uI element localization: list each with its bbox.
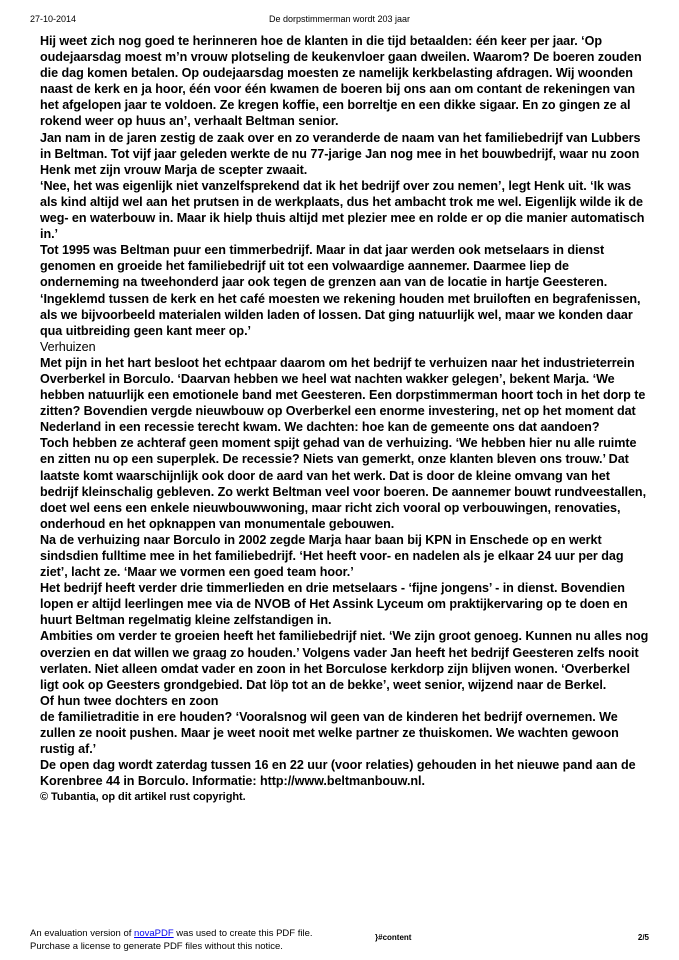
paragraph: ‘Nee, het was eigenlijk niet vanzelfsprekend dat ik het bedrijf over zou nemen’, legt Henk uit. ‘Ik was als kind altijd wel aan het prutsen in de werkplaats, dus het ambacht trok me wel. Eigenlijk wilde ik de weg- en waterbouw in. Maar ik hielp thuis altijd met plezier mee en rolde er op die manier automatisch in.’ (40, 178, 645, 242)
paragraph: Het bedrijf heeft verder drie timmerlieden en drie metselaars - ‘fijne jongens’ - in dienst. Bovendien lopen er altijd leerlingen mee via de NVOB of Het Assink Lyceum om praktijkervaring op te doen en huurt Beltman regelmatig kleine zelfstandigen in. (40, 581, 628, 628)
paragraph: de familietraditie in ere houden? ‘Vooralsnog wil geen van de kinderen het bedrijf overnemen. We zullen ze nooit pushen. Maar je weet nooit met welke partner ze thuiskomen. We wachten gewoon rustig af.’ (40, 709, 619, 757)
page-header (30, 14, 649, 26)
paragraph: Of hun twee dochters en zoon (40, 693, 219, 708)
novapdf-link[interactable]: novaPDF (134, 928, 174, 939)
paragraph: Tot 1995 was Beltman puur een timmerbedrijf. Maar in dat jaar werden ook metselaars in dienst genomen en groeide het familiebedrijf uit tot een volwaardige aannemer. Daarmee liep de onderneming na tweehonderd jaar ook tegen de grenzen aan van de locatie in hartje Geesteren. ‘Ingeklemd tussen de kerk en het café moesten we rekening houden met bruiloften en begrafenissen, als we bijvoorbeeld materialen wilden laden of lossen. Dat ging natuurlijk wel, maar we konden daar qua uitbreiding geen kant meer op.’ (40, 243, 641, 338)
notice-suffix: was used to create this PDF file. (173, 928, 313, 939)
header-title: De dorpstimmerman wordt 203 jaar (268, 14, 411, 24)
paragraph: De open dag wordt zaterdag tussen 16 en 22 uur (voor relaties) gehouden in het nieuwe pand aan de Korenbree 44 in Borculo. Informatie: http://www.beltmanbouw.nl. (40, 758, 636, 789)
content-marker: }#content (375, 933, 412, 942)
paragraph: Toch hebben ze achteraf geen moment spijt gehad van de verhuizing. ‘We hebben hier nu alle ruimte en zitten nu op een superplek. De recessie? Niets van gemerkt, onze klanten bleven ons trouw.’ Dat laatste komt waarschijnlijk ook door de aard van het werk. Dat is door de kleine omvang van het bedrijf kleinschalig gebleven. Zo werkt Beltman veel voor boeren. De aannemer bouwt rundveestallen, doet wel eens een enkele nieuwbouwwoning, maar richt zich vooral op verbouwingen, renovaties, onderhoud en het opknappen van monumentale gebouwen. (40, 436, 647, 531)
page-number: 2/5 (637, 933, 649, 942)
paragraph: Na de verhuizing naar Borculo in 2002 zegde Marja haar baan bij KPN in Enschede op en werkt sindsdien fulltime mee in het familiebedrijf. ‘Het heeft voor- en nadelen als je elkaar 24 uur per dag ziet’, lacht ze. ‘Maar we vormen een goed team hoor.’ (40, 532, 624, 580)
section-heading: Verhuizen (40, 339, 96, 354)
evaluation-notice (30, 927, 313, 953)
paragraph: Jan nam in de jaren zestig de zaak over en zo veranderde de naam van het familiebedrijf van Lubbers in Beltman. Tot vijf jaar geleden werkte de nu 77-jarige Jan nog mee in het bouwbedrijf, waar nu zoon Henk met zijn vrouw Marja de scepter zwaait. (40, 130, 641, 177)
header-date: 27-10-2014 (30, 14, 77, 24)
notice-prefix: An evaluation version of (30, 928, 135, 939)
paragraph: Met pijn in het hart besloot het echtpaar daarom om het bedrijf te verhuizen naar het industrieterrein Overberkel in Borculo. ‘Daarvan hebben we heel wat nachten wakker gelegen’, bekent Marja. ‘We hebben natuurlijk een emotionele band met Geesteren. Een dorpstimmerman hoort toch in het dorp te zitten? Bovendien vergde nieuwbouw op Overberkel een enorme investering, net op het moment dat Nederland in een recessie terecht kwam. We dachten: hoe kan de gemeente ons dat aandoen? (40, 355, 646, 435)
copyright-notice: © Tubantia, op dit artikel rust copyright. (40, 791, 246, 804)
article-body (40, 33, 650, 805)
paragraph: Ambities om verder te groeien heeft het familiebedrijf niet. ‘We zijn groot genoeg. Kunnen nu alles nog overzien en dat willen we graag zo houden.’ Volgens vader Jan heeft het bedrijf Geesteren zelfs nooit verlaten. Niet alleen omdat vader en zoon in het Borculose kerkdorp zijn blijven wonen. ‘Overberkel ligt ook op Geesters grondgebied. Dat löp tot an de bekke’, weet senior, wijzend naar de Berkel. (40, 629, 649, 692)
paragraph: Hij weet zich nog goed te herinneren hoe de klanten in die tijd betaalden: één keer per jaar. ‘Op oudejaarsdag moest m’n vrouw plotseling de keukenvloer gaan dweilen. Waarom? De boeren zouden die dag komen betalen. Op oudejaarsdag moesten ze namelijk kerkbelasting afdragen. Wij woonden naast de kerk en ja hoor, één voor één kwamen de boeren bij ons aan om contant de rekeningen van het afgelopen jaar te voldoen. Ze kregen koffie, een borreltje en een dikke sigaar. En zo gingen ze al rokend weer op huus an’, verhaalt Beltman senior. (40, 34, 642, 129)
notice-line-2: Purchase a license to generate PDF files without this notice. (30, 941, 283, 952)
